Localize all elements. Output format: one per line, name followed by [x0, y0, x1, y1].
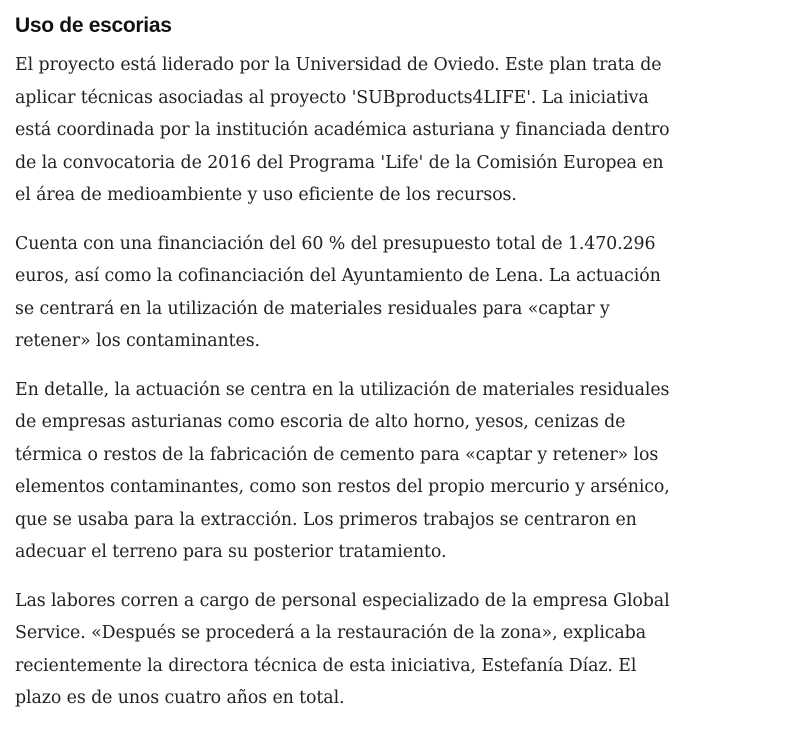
paragraph-3 [15, 374, 805, 569]
text-line: Cuenta con una financiación del 60 % del presupuesto total de 1.470.296 [15, 233, 656, 254]
text-line: de la convocatoria de 2016 del Programa 'Life' de la Comisión Europea en [15, 152, 664, 173]
text-line: recientemente la directora técnica de esta iniciativa, Estefanía Díaz. El [15, 655, 637, 676]
text-line: se centrará en la utilización de materiales residuales para «captar y [15, 298, 610, 319]
text-line: térmica o restos de la fabricación de cemento para «captar y retener» los [15, 444, 659, 465]
text-line: el área de medioambiente y uso eficiente de los recursos. [15, 185, 517, 205]
text-line: aplicar técnicas asociadas al proyecto 'SUBproducts4LIFE'. La iniciativa [15, 87, 649, 108]
text-line: adecuar el terreno para su posterior tratamiento. [15, 542, 447, 562]
text-line: Service. «Después se procederá a la restauración de la zona», explicaba [15, 623, 646, 643]
paragraph-4 [15, 585, 805, 715]
text-line: elementos contaminantes, como son restos del propio mercurio y arsénico, [15, 477, 670, 497]
text-line: que se usaba para la extracción. Los primeros trabajos se centraron en [15, 509, 637, 530]
text-line: euros, así como la cofinanciación del Ayuntamiento de Lena. La actuación [15, 266, 661, 286]
text-line: El proyecto está liderado por la Universidad de Oviedo. Este plan trata de [15, 55, 662, 75]
paragraph-1 [15, 49, 805, 212]
article-body [15, 12, 805, 731]
text-line: Las labores corren a cargo de personal especializado de la empresa Global [15, 590, 670, 611]
text-line: plazo es de unos cuatro años en total. [15, 688, 345, 708]
text-line: de empresas asturianas como escoria de alto horno, yesos, cenizas de [15, 412, 626, 432]
section-heading: Uso de escorias [15, 14, 172, 37]
paragraph-2 [15, 228, 805, 358]
text-line: está coordinada por la institución académica asturiana y financiada dentro [15, 120, 670, 140]
text-line: En detalle, la actuación se centra en la utilización de materiales residuales [15, 379, 670, 400]
text-line: retener» los contaminantes. [15, 331, 260, 351]
